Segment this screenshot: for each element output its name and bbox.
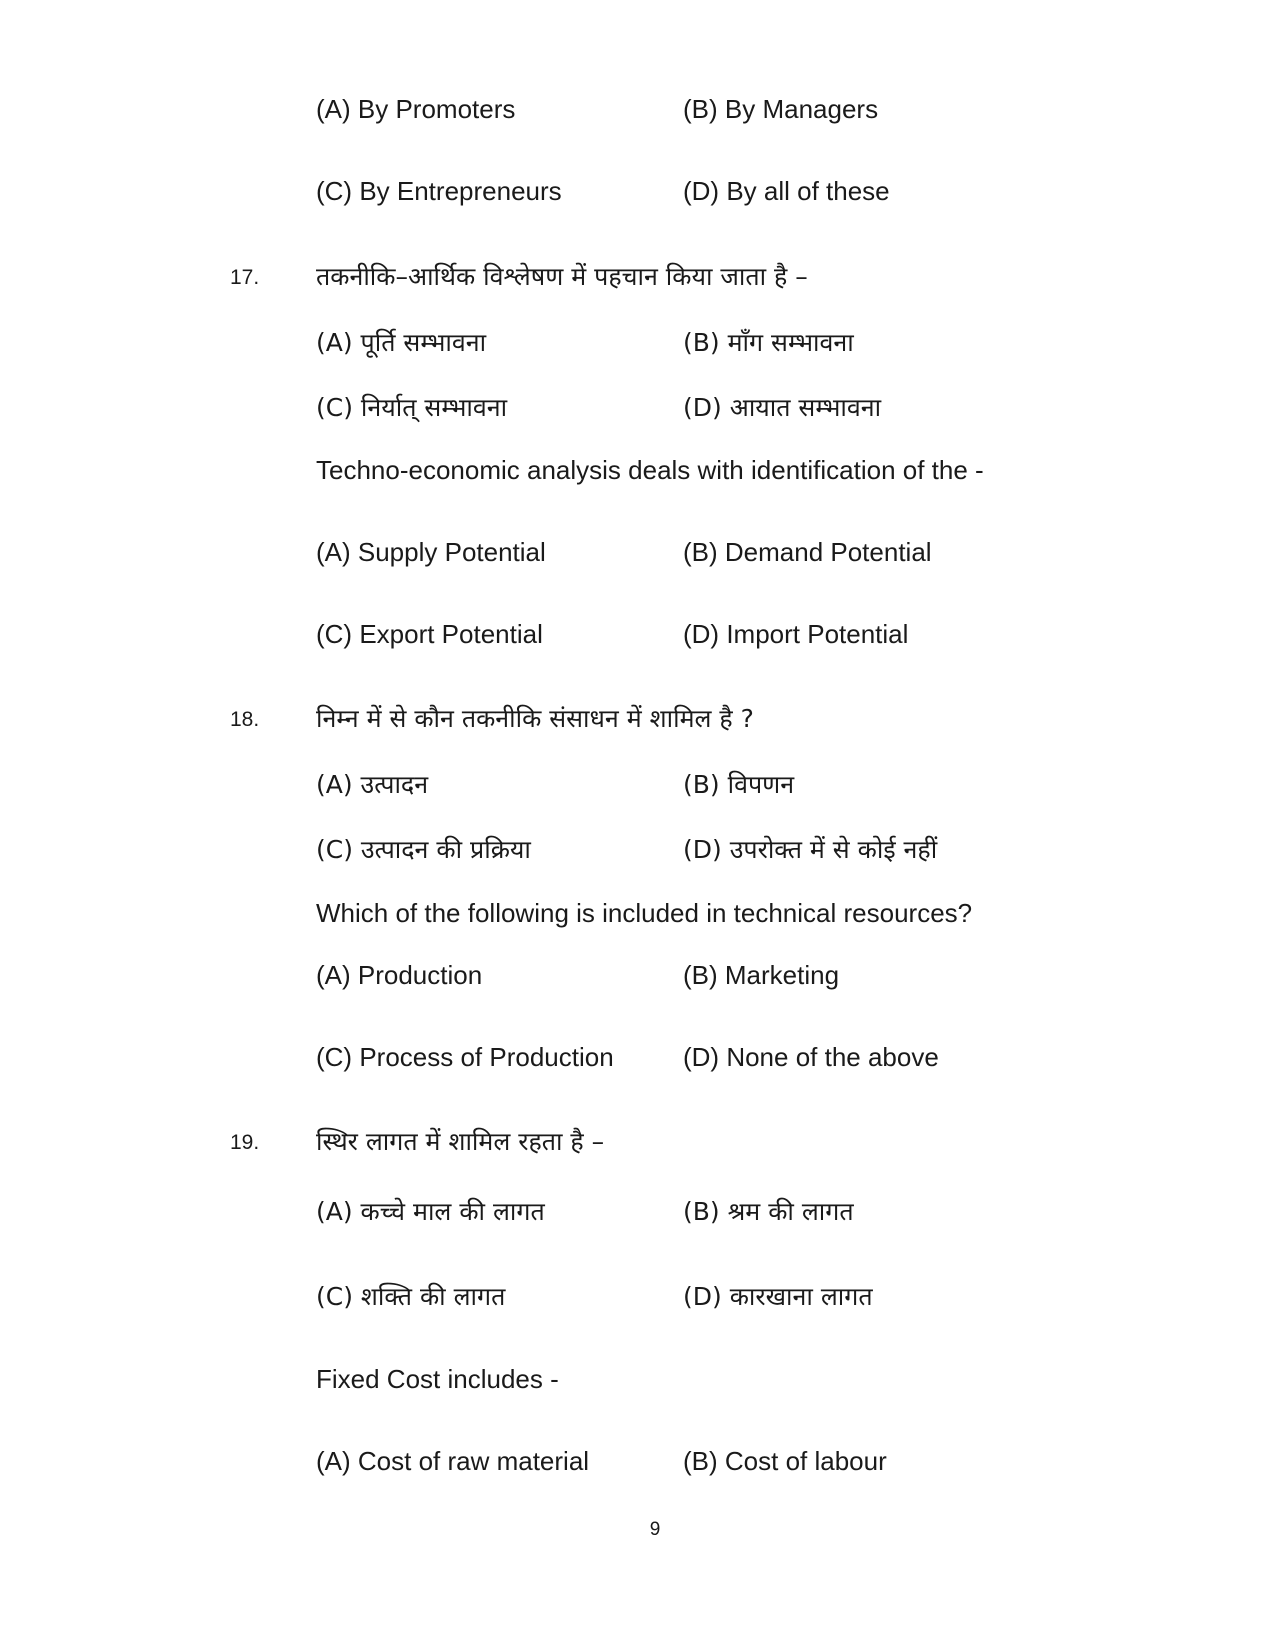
q16-option-b: (B) By Managers [683,94,879,124]
q17-hindi-option-a: (A) पूर्ति सम्भावना [316,328,487,357]
q18-hindi-option-b: (B) विपणन [683,770,795,799]
q17-hindi-question: तकनीकि–आर्थिक विश्लेषण में पहचान किया जाता है – [316,262,808,291]
q17-number: 17. [230,266,260,289]
q17-english-option-b: (B) Demand Potential [683,537,932,567]
q19-hindi-option-d: (D) कारखाना लागत [683,1282,873,1311]
q16-option-c: (C) By Entrepreneurs [316,176,562,206]
q19-hindi-option-b: (B) श्रम की लागत [683,1197,854,1226]
q19-english-option-a: (A) Cost of raw material [316,1446,590,1476]
q19-number: 19. [230,1131,260,1154]
q18-hindi-option-c: (C) उत्पादन की प्रक्रिया [316,835,531,864]
q18-english-option-b: (B) Marketing [683,960,840,990]
page-number: 9 [649,1519,661,1540]
q17-english-option-d: (D) Import Potential [683,619,909,649]
q16-option-a: (A) By Promoters [316,94,516,124]
q19-english-option-b: (B) Cost of labour [683,1446,887,1476]
q17-english-option-c: (C) Export Potential [316,619,543,649]
q19-english-question: Fixed Cost includes - [316,1364,559,1394]
q19-hindi-question: स्थिर लागत में शामिल रहता है – [316,1127,605,1156]
q18-number: 18. [230,708,260,731]
q18-english-option-d: (D) None of the above [683,1042,939,1072]
q17-hindi-option-d: (D) आयात सम्भावना [683,393,882,422]
q18-english-option-c: (C) Process of Production [316,1042,614,1072]
q17-english-question: Techno-economic analysis deals with identification of the - [316,455,984,485]
q18-english-question: Which of the following is included in technical resources? [316,898,973,928]
q19-hindi-option-a: (A) कच्चे माल की लागत [316,1197,545,1226]
q19-hindi-option-c: (C) शक्ति की लागत [316,1282,506,1311]
q18-hindi-option-d: (D) उपरोक्त में से कोई नहीं [683,835,938,864]
q18-english-option-a: (A) Production [316,960,483,990]
q17-hindi-option-c: (C) निर्यात् सम्भावना [316,393,508,422]
q17-hindi-option-b: (B) माँग सम्भावना [683,328,854,357]
q17-english-option-a: (A) Supply Potential [316,537,546,567]
q16-option-d: (D) By all of these [683,176,890,206]
q18-hindi-question: निम्न में से कौन तकनीकि संसाधन में शामिल है ? [316,704,754,733]
q18-hindi-option-a: (A) उत्पादन [316,770,429,799]
